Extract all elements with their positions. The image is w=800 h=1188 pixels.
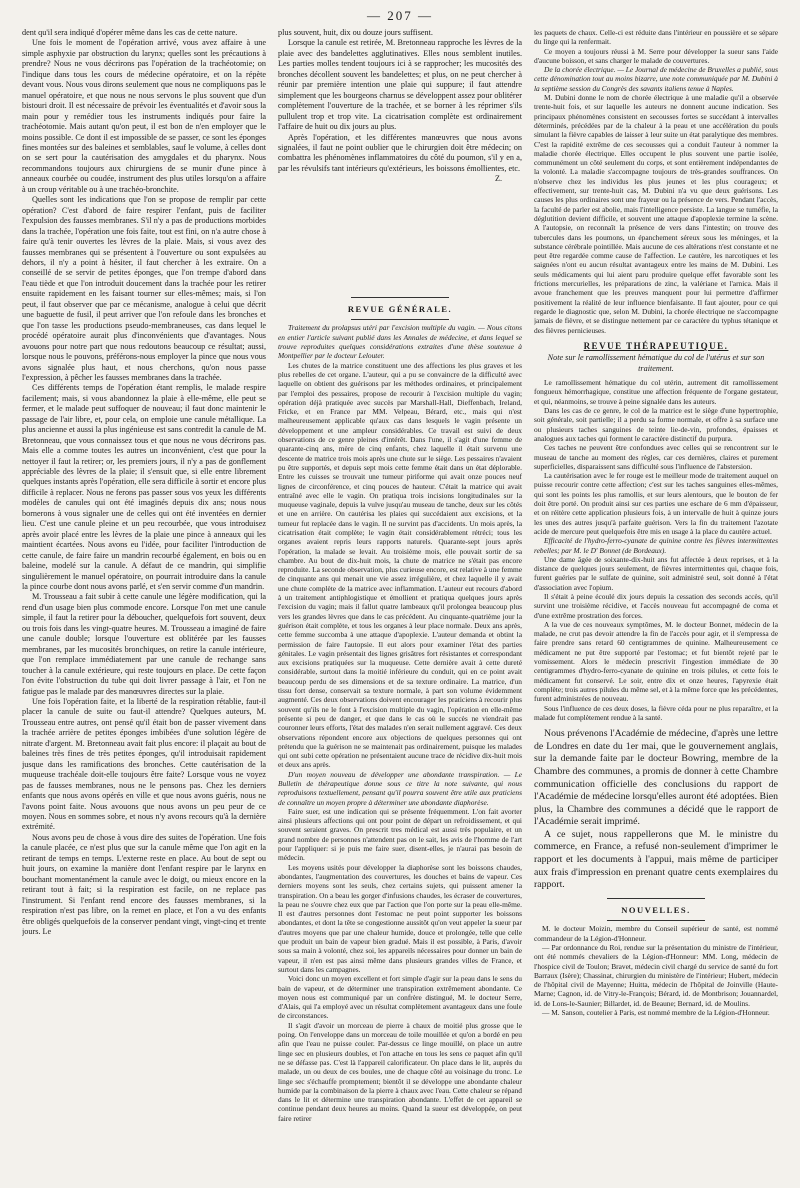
paragraph: Une fois le moment de l'opération arrivé, vous avez affaire à une simple asphyxie par obstruction du larynx; quelles sont les précautions à prendre? Nous ne vous décrirons pas l'opération de la trachéotomie; on l'indique dans tous les cours de médecine opératoire, et on la répète devant vous. Nous vous dirons seulement que nous ne compliquons pas le manuel opératoire, et que nous ne nous servons le plus souvent que d'un bistouri droit. Il est nécessaire de prévoir les éventualités et d'avoir sous la main pour y remédier tous les instruments indiqués pour faire la trachéotomie. Mais autant qu'on peut, il est bon de n'en employer que le moins possible. Ce dont il est impossible de se passer, ce sont les éponges fines montées sur des baleines et semblables, sauf le volume, à celles dont on se sert pour la cautérisation des amygdales et du pharynx. Nous recommandons toujours aux chirurgiens de se munir d'une pince à anneaux courbée ou coudée, instrument des plus utiles lorsqu'on a affaire à un croup véritable ou à une trachéo-bronchite. bbox=[22, 38, 266, 194]
paragraph: Après l'opération, et les différentes manœuvres que nous avons signalées, il faut ne point oublier que le chirurgien doit être médecin; on combattra les phénomènes inflammatoires du côté du poumon, s'il y en a, par les révulsifs tant intérieurs qu'extérieurs, les boissons émollientes, etc. bbox=[278, 132, 522, 173]
paragraph: Ce moyen a toujours réussi à M. Serre pour développer la sueur sans l'aide d'aucune boisson, et sans charger le malade de couvertures. bbox=[534, 46, 778, 65]
divider bbox=[351, 319, 449, 320]
paragraph: Lorsque la canule est retirée, M. Bretonneau rapproche les lèvres de la plaie avec des bandelettes agglutinatives. Elles nous semblent inutiles. Les parties molles tendent toujours ici à se rapprocher; les mucosités des bronches décollent souvent les bandelettes; et plus, on ne peut chercher à réunir par première intention une plaie qui suppure; il faut attendre simplement que les bourgeons charnus se développent assez pour oblitérer complètement l'ouverture de la trachée, et se borner à les réprimer s'ils pullulent trop et trop vite. La cicatrisation complète est ordinairement l'affaire de huit ou dix jours au plus. bbox=[278, 38, 522, 132]
paragraph: Il s'était à peine écoulé dix jours depuis la cessation des seconds accès, qu'il survint une troisième récidive, et l'accès nouveau fut accompagné de coma et d'une extrême prostration des forces. bbox=[534, 591, 778, 620]
paragraph: les paquets de chaux. Celle-ci est réduite dans l'intérieur en poussière et se sépare du linge qui la renfermait. bbox=[534, 28, 778, 47]
paragraph: M. Dubini donne le nom de chorée électrique à une maladie qu'il a observée trente-huit fois, et sur laquelle les auteurs ne donnent aucune indication. Ses principaux phénomènes consistent en secousses fortes se succédant à intervalles déterminés, précédées par de la chaleur à la peau et une accélération du pouls simulant la fièvre capables de laisser à leur suite un état paralytique des membres. C'est la rapidité extrême de ces secousses qui a conduit l'auteur à nommer la maladie chorée électrique. Elles occupent le plus souvent une partie isolée, communément un côté seulement du corps, et sont entièrement indépendantes de la volonté. La maladie s'accompagne toujours de très-grandes souffrances. On n'observe chez les individus les plus jeunes et les plus courageux; et effectivement, sur trente-huit cas, M. Dubini n'a vu que deux guérisons. Les causes les plus ordinaires sont une frayeur ou la présence de vers. Pendant l'accès, la faculté de parler est abolie, mais l'intelligence persiste. La langue se tuméfie, la déglutition devient difficile, et souvent une attaque d'apoplexie termine la scène. A l'autopsie, on reconnaît la présence de vers dans l'intestin; on trouve des tubercules dans les poumons, un épanchement séreux sous les méninges, et la substance cérébrale pointillée. Mais aucune de ces altérations n'est constante et ne peut être regardée comme cause de l'affection. Le cautère, les narcotiques et les saignées n'ont eu aucun résultat avantageux entre les mains de M. Dubini. Les seuls médicaments qui lui aient paru produire quelque effet favorable sont les frictions mercurielles, les préparations de zinc, la valériane et l'arnica. Mais il avoue franchement que les preuves manquent pour lui permettre d'affirmer positivement la réalité de leur influence bienfaisante. Il faut ajouter, pour ce qui regarde le diagnostic que, selon M. Dubini, la chorée électrique ne s'accompagne jamais de fièvre, et se distingue nettement par ce caractère du typhus tétanique et des fièvres pernicieuses. bbox=[534, 93, 778, 335]
paragraph: La cautérisation avec le fer rouge est le meilleur mode de traitement auquel on puisse recourir contre cette affection; c'est sur les taches sanguines elles-mêmes, qui sont les points les plus ramollis, et sur leurs alentours, que le bouton de fer doit être porté. On produit ainsi sur ces parties une eschare de 6 mm d'épaisseur, et on réitère cette application plusieurs fois, à un intervalle de huit à quinze jours les unes des autres jusqu'à parfaite guérison. Vers la fin du traitement l'azotate acide de mercure peut quelquefois être mis en usage à la place du cautère actuel. bbox=[534, 471, 778, 536]
column-3-top bbox=[534, 28, 778, 335]
section-title-revue-therapeutique: REVUE THÉRAPEUTIQUE. bbox=[583, 340, 729, 351]
paragraph: Efficacité de l'hydro-ferro-cyanate de quinine contre les fièvres intermittentes rebelles; par M. le D' Bonnet (de Bordeaux). bbox=[534, 536, 778, 555]
academie-notice bbox=[534, 728, 778, 892]
text-columns bbox=[22, 28, 778, 1176]
divider bbox=[607, 898, 705, 899]
paragraph: M. Trousseau a fait subir à cette canule une légère modification, qui la rend d'un usage bien plus commode encore. Lorsque l'on met une canule simple, il faut la retirer pour la déboucher, quelquefois fort souvent, deux ou trois fois dans les vingt-quatre heures. M. Trousseau a imaginé de faire une canule double; lorsque l'ouverture est oblitérée par les fausses membranes, par les mucosités bronchiques, on retire la canule intérieure, que l'on remplace immédiatement par une canule de rechange sans toucher à la canule extérieure, qui reste toujours en place. De cette façon l'on évite l'obstruction du tube qui doit livrer passage à l'air, et l'on ne fatigue pas le malade par des manœuvres directes sur la plaie. bbox=[22, 592, 266, 696]
paragraph: Faire suer, est une indication qui se présente fréquemment. L'on fait avorter ainsi plusieurs affections qui ont pour point de départ un refroidissement, et qui souvent seraient graves. On prescrit tres médical est aussi très populaire, et un grand nombre de personnes n'attendent pas on le sait, les avis de l'homme de l'art pour l'appliquer: si je puis me faire suer, disent-elles, je n'aurai pas besoin de médecin. bbox=[278, 806, 522, 863]
column-2-top bbox=[278, 28, 522, 294]
paragraph: — Par ordonnance du Roi, rendue sur la présentation du ministre de l'intérieur, ont été nommés chevaliers de la Légion-d'Honneur: MM. Long, médecin de l'hospice civil de Toulon; Bravet, médecin civil chargé du service de santé du fort Barraux (Isère); Chassinat, chirurgien du ministère de l'intérieur; Hubert, médecin de l'hôpital civil de Mayenne; Huitta, médecin de l'hôpital de Joinville (Haute-Marne; Cagnon, id. de Vitry-le-François; Bérard, id. de Montbrison; Jouannardel, id. de Lons-le-Saunier; Billardet, id. de Beaune; Bernard, id. de Moulins. bbox=[534, 942, 778, 1008]
paragraph: D'un moyen nouveau de développer une abondante transpiration. — Le Bulletin de thérapeutique donne sous ce titre la note suivante, qui nous reproduisons textuellement, pensant qu'il pourra souvent être utile aux praticiens de connaître un moyen propre à déterminer une abondante diaphorèse. bbox=[278, 769, 522, 807]
paragraph: plus souvent, huit, dix ou douze jours suffisent. bbox=[278, 28, 433, 37]
paragraph: — M. Sanson, coutelier à Paris, est nommé membre de la Légion-d'Honneur. bbox=[542, 1007, 770, 1017]
paragraph: Voici donc un moyen excellent et fort simple d'agir sur la peau dans le sens du bain de vapeur, et de déterminer une transpiration extrêmement abondante. Ce moyen nous est communiqué par un confrère distingué, M. le docteur Serre, d'Alais, qui l'a employé avec un résultat complètement avantageux dans une foule de circonstances. bbox=[278, 974, 522, 1021]
paragraph: A la vue de ces nouveaux symptômes, M. le docteur Bonnet, médecin de la malade, ne crut pas devoir attendre la fin de l'accès pour agir, et il s'empressa de faire prendre sans retard 60 centigrammes de quinine. Malheureusement ce médicament ne put être supporté par l'estomac; et fut bientôt rejeté par le vomissement. Alors le médecin prescrivit l'ingestion immédiate de 30 centigrammes d'hydro-ferro-cyanate de quinine en trois pilules, et cette fois le médicament fut conservé. Le soir, entre dix et onze heures, l'apyrexie était complète; trois autres pilules du même sel, et à la même force que les précédentes, furent administrées de nouveau. bbox=[534, 619, 778, 704]
column-3 bbox=[534, 28, 778, 1176]
paragraph: Les chutes de la matrice constituent une des affections les plus graves et les plus rebelles de cet organe. L'auteur, qui a pu se convaincre de la difficulté avec laquelle on obtient des guérisons par les méthodes ordinaires, et principalement par l'emploi des pessaires, propose de recourir à l'excision multiple du vagin; opération déjà pratiquée avec succès par Marshall-Hall, Dieffenbach, Ireland, Fricke, et en France par MM. Velpeau, Bérard, etc., mais qui n'est malheureusement applicable qu'aux cas dans lesquels le vagin présente un développement et une ampleur considérables. Ce travail est suivi de deux observations de ce genre pleines d'intérêt. Dans l'une, il s'agit d'une femme de quarante-cinq ans, mère de cinq enfants, chez laquelle il était survenu une descente de matrice trois mois après une chute sur le siège. Les pessaires n'avaient pu être supportés, et depuis sept mois cette femme était dans un état déplorable. Entre les cuisses se trouvait une tumeur piriforme qui avait onze pouces neuf lignes de circonférence, et cinq pouces de hauteur. C'était la matrice qui avait entraîné avec elle le vagin. On pratiqua trois incisions longitudinales sur la muqueuse vaginale, depuis la vulve jusqu'au museau de tanche, deux sur les côtés et une en arrière. On cautérisa les plaies qui succédaient aux excisions, et la tumeur fut replacée dans le vagin. Il ne survint pas d'accidents. Un mois après, la cicatrisation était complète; le vagin était considérablement rétréci; tous les organes avaient repris leurs rapports naturels. Quarante-sept jours après l'opération, la malade se levait. Au troisième mois, elle pouvait sortir de sa chambre. Au bout de dix-huit mois, la chute de matrice ne s'était pas encore reproduite. La seconde observation, plus curieuse encore, est relative à une femme de cinquante ans qui menait une vie assez irrégulière, et chez laquelle il y avait une chute complète de la matrice avec inflammation. L'auteur eut recours d'abord à un traitement antiphlogistique et émollient et pratiqua quelques jours après l'excision du vagin; mais il fallut quatre lambeaux qu'il prolongea beaucoup plus vers les grandes lèvres que dans le cas précédent. Au cinquante-quatrième jour la guérison était complète, et tous les organes à leur place normale. Deux ans après, cette femme succomba à une attaque d'apoplexie. L'auteur demanda et obtint la permission de faire l'autopsie. Il eut alors pour examiner l'état des parties génitales. Le vagin présentait des lignes grisâtres fort résistantes et correspondant aux excisions pratiquées sur la muqueuse. Cette dernière avait à cette dureté considérable, surtout dans la moitié inférieure du conduit, qui en ce point avait beaucoup perdu de ses dimensions et de sa texture ordinaire. La matrice, d'un tissu fort dense, conservait sa texture normale, à part son volume évidemment augmenté. Ces deux observations doivent encourager les praticiens à recourir plus souvent qu'ils ne le font à l'excision multiple du vagin, l'opération en elle-même présente si peu de danger, et que dans le cas où le succès ne viendrait pas couronner leurs efforts, l'état des malades n'en serait nullement aggravé. Ces deux observations répondent encore aux objections de quelques personnes qui ont prétendu que la guérison ne se maintenait pas ordinairement, puisque les malades qui ont subi cette opération ne présentaient aucune trace de récidive dix-huit mois et deux ans après. bbox=[278, 360, 522, 770]
paragraph: De la chorée électrique. — Le Journal de médecine de Bruxelles a publié, sous cette dénomination tout au moins bizarre, une note communiquée par M. Dubini à la septième session du Congrès des savants italiens tenue à Naples. bbox=[534, 65, 778, 93]
paragraph: A ce sujet, nous rappellerons que M. le ministre du commerce, en France, a refusé non-seulement d'imprimer le rapport et les documents à l'appui, mais même de participer aux frais d'impression en prenant quatre cents exemplaires du rapport. bbox=[534, 828, 778, 891]
paragraph: Sous l'influence de ces deux doses, la fièvre céda pour ne plus reparaître, et la malade fut complètement rendue à la santé. bbox=[534, 703, 778, 722]
paragraph: Traitement du prolapsus utéri par l'excision multiple du vagin. — Nous citons en entier l'article suivant publié dans les Annales de médecine, et dans lequel se trouve reproduites quelques considérations extraites d'une thèse soutenue à Montpellier par le docteur Lelouter. bbox=[278, 323, 522, 361]
paragraph: Nous prévenons l'Académie de médecine, d'après une lettre de Londres en date du 1er mai, que le gouvernement anglais, sur la demande faite par le docteur Bowring, membre de la Chambre des communes, a promis de donner à cette Chambre communication officielle des conclusions du rapport de l'Académie de médecine lorsqu'elles auront été adoptées. Bien plus, la Chambre des communes a décidé que le rapport de l'Académie serait imprimé. bbox=[534, 728, 778, 828]
paragraph: Dans les cas de ce genre, le col de la matrice est le siège d'une hypertrophie, soit générale, soit partielle; il a perdu sa forme normale, et offre à sa surface une ou plusieurs taches sanguines de teinte lie-de-vin, profondes, épaisses et analogues aux taches qui forment le caractère distinctif du purpura. bbox=[534, 406, 778, 443]
signature: Z. bbox=[494, 174, 502, 184]
paragraph: Le ramollissement hématique du col utérin, autrement dit ramollissement fongueux hémorrhagique, constitue une affection fréquente de l'organe gestateur, et qui, néanmoins, se trouve à peine signalée dans les auteurs. bbox=[534, 378, 778, 406]
nouvelles-section bbox=[534, 924, 778, 1017]
section-subtitle: Note sur le ramollissement hématique du col de l'utérus et sur son traitement. bbox=[547, 353, 765, 373]
paragraph: Une fois l'opération faite, et la liberté de la respiration rétablie, faut-il placer la canule de suite ou faut-il attendre? Quelques auteurs, M. Trousseau entre autres, ont pensé qu'il était bon de passer vivement dans la trachée arrière de petites éponges imbibées d'une solution légère de nitrate d'argent. M. Bretonneau avait fait plus encore: il plaçait au bout de baleines très fines de très petites éponges, qu'il introduisait rapidement jusque dans les ramifications des bronches. Cette cautérisation de la muqueuse trachéale doit-elle toujours être faite? Lorsque vous ne voyez pas de fausses membranes, nous ne le pensons pas. Chez les derniers enfants que nous avons opérés en ville et que nous avons guéris, nous ne l'avons point faite. Nous avouons que nous avons un peu peur de ce moyen. Nous en sommes sobre, et nous n'y avons recours qu'à la dernière extrémité. bbox=[22, 697, 266, 832]
paragraph: M. le docteur Moizin, membre du Conseil supérieur de santé, est nommé commandeur de la Légion-d'Honneur. bbox=[534, 924, 778, 943]
paragraph: Il s'agit d'avoir un morceau de pierre à chaux de moitié plus grosse que le poing. On l'enveloppe dans un morceau de toile mouillée et qu'on a bordé en peu afin que l'eau ne puisse couler. Par-dessus ce linge mouillé, on place un autre linge sec en plusieurs doubles, et l'on attache en tous les sens ce paquet afin qu'il ne se défasse pas. C'est là l'appareil calorificateur. On place dans le lit, auprès du malade, un ou deux de ces boules, une de chaque côté au voisinage du tronc. Le linge sec s'échauffe promptement; bientôt il se développe une abondante chaleur humide par la combinaison de la pierre à chaux avec l'eau. Cette chaleur se répand dans le lit et détermine une transpiration abondante. L'effet de cet appareil se continue pendant deux heures au moins. Quand la sueur est développée, on peut faire retirer bbox=[278, 1020, 522, 1123]
paragraph: dent qu'il sera indiqué d'opérer même dans les cas de cette nature. bbox=[22, 28, 238, 37]
section-title-nouvelles: NOUVELLES. bbox=[621, 904, 691, 915]
column-3-mid bbox=[534, 378, 778, 722]
column-1 bbox=[22, 28, 266, 1176]
divider bbox=[351, 297, 449, 298]
paragraph: Quelles sont les indications que l'on se propose de remplir par cette opération? C'est d'abord de faire respirer l'enfant, puis de faciliter l'expulsion des fausses membranes. S'il n'y a pas de productions morbides dans la trachée, l'opération une fois faite, tout est fini, on n'a autre chose à faire qu'à tenir ouvertes les lèvres de la plaie. Mais, si vous avez des fausses membranes qui se présentent à l'ouverture ou sont expulsées au dehors, il n'y a point à hésiter, il faut chercher à les extraire. On a conseillé de se servir de petites éponges, que l'on trempe d'abord dans l'eau tiède et que l'on introduit doucement dans la trachée pour les retirer ensuite rapidement en les faisant tourner sur elles-mêmes; mais, si l'on peut, il faut observer que par ce mécanisme, analogue à celui que décrit une baguette de fusil, il peut arriver que l'on refoule dans les bronches et que l'on tasse les productions pseudo-membraneuses, cas dans lequel le procédé opératoire aurait plus d'inconvénients que d'avantages. Nous avouons pour notre part que nous redoutons beaucoup ce résultat; aussi, lorsque nous le pouvons, préférons-nous employer la pince que nous vous avons signalée plus haut, et nous cherchons, qu'on nous passe l'expression, à pêcher les fausses membranes dans la trachée. bbox=[22, 195, 266, 382]
column-2-bottom bbox=[278, 323, 522, 1123]
paragraph: Ces différents temps de l'opération étant remplis, le malade respire facilement; mais, si vous abandonnez la plaie à elle-même, elle peut se fermer, et le malade peut suffoquer de nouveau; il faut donc maintenir le passage de l'air libre, et, pour cela, on emploie une canule métallique. La plus ancienne et aussi la plus ingénieuse est sans contredit la canule de M. Bretonneau, que vous connaissez tous et que nous ne vous décrirons pas. Mais elle a comme toutes les autres un inconvénient, c'est que pour la nettoyer il faut la retirer; or, les premiers jours, il n'y a pas de gonflement appréciable des lèvres de la plaie; il s'ensuit que, si elle entre librement quelques instants après l'opération, elle sera difficile à sortir et encore plus difficile à replacer. Nous ne ferons pas passer sous vos yeux les différents modèles de canules qui ont été imaginés depuis dix ans; nous nous bornerons à vous signaler une de celles qui ont été inventées en dernier lieu. C'est une canule pleine et un peu recourbée, que vous introduisez après avoir placé entre les lèvres de la plaie une pince à anneaux qui les maintient écartées. Nous avons eu l'idée, pour faciliter l'introduction de cette canule, de faire faire un mandrin recourbé également, en bois ou en baleine, modelé sur la canule. A défaut de ce mandrin, qui simplifie singulièrement le manuel opératoire, on pourrait introduire dans la canule la pince courbe dont nous avons parlé, et s'en servir comme d'un mandrin. bbox=[22, 383, 266, 592]
section-title-revue-generale: REVUE GÉNÉRALE. bbox=[347, 304, 453, 314]
paragraph: Nous avons peu de chose à vous dire des suites de l'opération. Une fois la canule placée, ce n'est plus que sur la canule même que l'on agit en la retirant de temps en temps. L'externe reste en place. Au bout de sept ou huit jours, on examine la manière dont l'enfant respire par le larynx en bouchant momentanément la canule avec le doigt, ou mieux encore en la retirant tout à fait; si la respiration est facile, on ne replace pas l'instrument. Si l'enfant rend encore des fausses membranes, si la respiration n'est pas libre, on la remet en place, et l'on a vu des enfants être obligés quelquefois de la conserver pendant vingt, vingt-cinq et trente jours. Le bbox=[22, 832, 266, 936]
paragraph: Ces taches ne peuvent être confondues avec celles qui se rencontrent sur le museau de tanche au moment des règles, car ces dernières, claires et purement superficielles, disparaissent sans difficulté sous l'influence de l'abstersion. bbox=[534, 443, 778, 471]
paragraph: Une dame âgée de soixante-dix-huit ans fut affectée à deux reprises, et à la distance de quelques jours seulement, de fièvres intermittentes qui, chaque fois, furent guéries par le sulfate de quinine, soit administré seul, soit donné à l'état d'association avec l'opium. bbox=[534, 554, 778, 592]
paragraph: Les moyens usités pour développer la diaphorèse sont les boissons chaudes, abondantes, l'augmentation des couvertures, les douches et bains de vapeur. Ces derniers moyens sont les seuls, chez certains sujets, qui puissent amener la transpiration. On a beau les gorger d'infusions chaudes, les écraser de couvertures, la peau ne s'ouvre chez eux que par l'action que l'on porte sur la peau elle-même. Il est d'autres personnes dont l'estomac ne peut point supporter les boissons abondantes, et dont la tête se congestionne aussitôt qu'on veut appeler la sueur par d'autres moyens que par une chaleur humide, douce et prolongée, telle que celle que produit un bain de vapeur bien gradué. Mais il est possible, à Paris, d'avoir sous sa main à volonté, chez soi, les appareils nécessaires pour donner un bain de vapeur, il n'en est pas ainsi même dans plusieurs grandes villes de France, et surtout dans les campagnes. bbox=[278, 862, 522, 974]
column-2 bbox=[278, 28, 522, 1176]
divider bbox=[607, 920, 705, 921]
page-number: — 207 — bbox=[367, 8, 433, 23]
